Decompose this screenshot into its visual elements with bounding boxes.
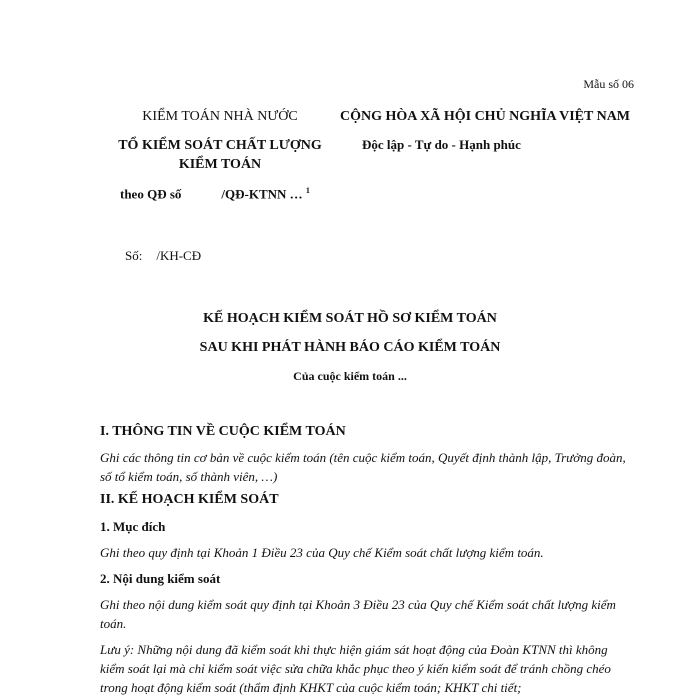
document-number-value: /KH-CĐ [156, 248, 202, 263]
decision-reference [120, 186, 310, 202]
section-2-2-text: Ghi theo nội dung kiểm soát quy định tại Khoản 3 Điều 23 của Quy chế Kiểm soát chất lượng kiểm toán. [100, 597, 616, 631]
decision-suffix: /QĐ-KTNN … [221, 186, 303, 202]
organization-name: KIỂM TOÁN NHÀ NƯỚC [142, 109, 298, 124]
section-2-1-heading: 1. Mục đích [100, 519, 166, 534]
document-title-line1: KẾ HOẠCH KIỂM SOÁT HỒ SƠ KIỂM TOÁN [203, 311, 497, 326]
decision-prefix: theo QĐ số [120, 186, 182, 202]
document-number-label: Số: [125, 248, 143, 263]
control-team-name: TỔ KIỂM SOÁT CHẤT LƯỢNG KIỂM TOÁN [118, 138, 322, 172]
note-text: Lưu ý: Những nội dung đã kiểm soát khi thực hiện giám sát hoạt động của Đoàn KTNN thì không kiểm soát lại mà chỉ kiểm soát việc sửa chữa khắc phục theo ý kiến kiểm soát để tránh chồng chéo trong hoạt động kiểm soát (thẩm định KHKT của cuộc kiểm toán; KHKT chi tiết; [100, 642, 611, 695]
national-motto: Độc lập - Tự do - Hạnh phúc [362, 137, 521, 152]
form-number: Mẫu số 06 [583, 77, 634, 91]
footnote-marker: 1 [305, 186, 310, 195]
section-1-heading: I. THÔNG TIN VỀ CUỘC KIỂM TOÁN [100, 424, 346, 439]
document-title-line2: SAU KHI PHÁT HÀNH BÁO CÁO KIỂM TOÁN [199, 340, 501, 355]
section-2-heading: II. KẾ HOẠCH KIỂM SOÁT [100, 492, 279, 507]
section-1-text: Ghi các thông tin cơ bản về cuộc kiểm toán (tên cuộc kiểm toán, Quyết định thành lập, Trưởng đoàn, số tổ kiểm toán, số thành viên, …) [100, 450, 626, 484]
section-2-1-text: Ghi theo quy định tại Khoản 1 Điều 23 của Quy chế Kiểm soát chất lượng kiểm toán. [100, 545, 544, 560]
document-subtitle: Của cuộc kiểm toán ... [293, 369, 407, 383]
document-number [125, 248, 201, 264]
country-name: CỘNG HÒA XÃ HỘI CHỦ NGHĨA VIỆT NAM [340, 109, 631, 124]
section-2-2-heading: 2. Nội dung kiểm soát [100, 571, 221, 586]
